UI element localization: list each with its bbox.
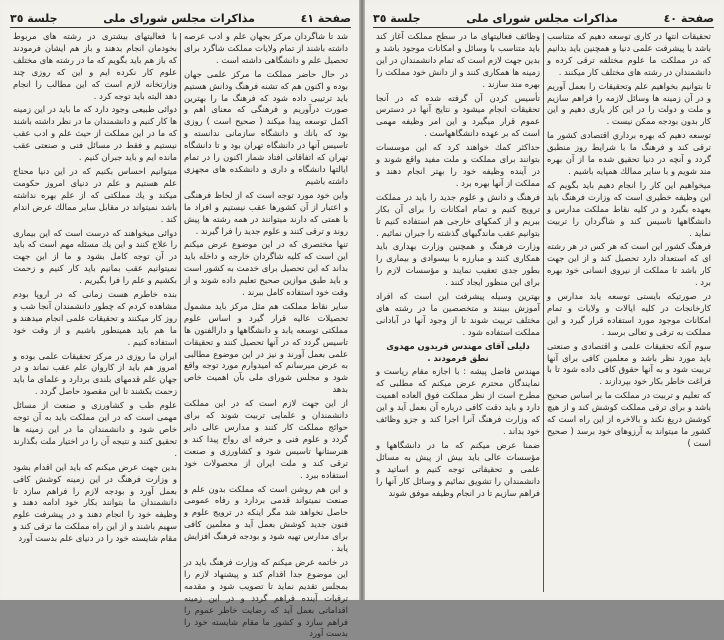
paragraph: شد تا شاگردان مركز بجهان علم و ادب عرصه داشته باشند از تمام ولايات مملكت شاگرد براى تحصيل علم و دانشگاهى داشته است .: [184, 31, 348, 65]
speaker-paragraph: مهندس فاضل پيشه : با اجازه مقام رياست و نمايندگان محترم عرض ميكنم كه مطلبى كه مطرح است از نظر مملكت فوق العاده اهميت دارد و بايد دقت كافى درباره آن بعمل آيد و اين كه وزارت فرهنگ آنرا اجرا كند و جزو وظائف خود بداند .: [376, 366, 540, 436]
paragraph: دوائى طبيعى وجود دارد كه ما بايد در اين زمينه ها كار كنيم و دانشمندان ما در نظر داشته باشند كه ما در اين مملكت از حيث علم و ادب عقب نيستيم و فقط در مسائل فنى و صنعتى عقب مانده ايم و بايد جبران كنيم .: [13, 104, 177, 163]
text-column-right: [544, 31, 714, 594]
paragraph: علوم طب و كشاورزى و صنعت از مسائل مهمى است كه در اين مملكت بايد به آن توجه خاص شود و دانشمندان ما در اين زمينه ها تحقيق كنند و نتيجه آن را در اختيار ملت بگذارند .: [13, 400, 177, 458]
paragraph: در حال حاضر مملكت ما مركز علمى جهان بوده و اكنون هم كه تشنه فرهنگ ودانش هستيم بايد ترتيبى داده شود كه فرهنگ ما را بهترين صورت درآوريم و فرهنگى كه معناى اهم و اكمل توسعه پيدا ميكند ( صحيح است ) روزى بود كه بانك و دانشگاه سازمانى ندانسته و تاسيس آنها در دانشگاه تهران بود و تا دانشگاه تهران كه اتفاقاتى افتاد شمار اكنون را در تمام ايالتها دانشگاه و دارى و دانشكده هاى مجهزى داشته باشيم: [184, 68, 348, 186]
paragraph: بنده خاطرم هست زمانى كه در اروپا بودم مشاهده كردم كه چطور دانشمندان آنجا شب و روز كار ميكنند و تحقيقات علمى انجام ميدهند و ما هم بايد همينطور باشيم و از وقت خود استفاده كنيم .: [13, 289, 177, 347]
paragraph: توسعه دهيم كه بهره برداري اقتصادى كشور ما ترقى كند و فرهنگ ما با شرايط روز منطبق گردد و آنچه در دنيا تحقيق شده ما از آن بهره مند شويم و با ساير ممالك همپايه باشيم .: [547, 130, 711, 176]
paragraph: وزارت فرهنگ و همچنين وزارت بهدارى بايد همكارى كنند و مبارزه با بيسوادى و بيمارى را بطور جدى تعقيب نمايند و مؤسسات لازم را براى اين منظور ايجاد كنند .: [376, 241, 540, 288]
page-number: صفحة ٤٠: [663, 11, 714, 25]
paragraph: بدين جهت عرض ميكنم كه بايد اين اقدام بشود و وزارت فرهنگ در اين زمينه كوشش كافى بعمل آورد و بودجه لازم را فراهم سازد تا دانشمندان ما بتوانند بكار خود ادامه دهند و وظيفه خود را انجام دهند و در پيشرفت علوم سهيم باشند و از اين راه مملكت ما ترقى كند و مقام شايسته خود را در دنياى علم بدست آورد: [13, 461, 177, 544]
paragraph: تحقيقات انتها در كارى توسعه دهيم كه متناسب باشد با پيشرفت علمى دنيا و همچنين بايد بدانيم كه در مملكت ما علوم مختلفه ترقى كرده و دانشمندان در رشته هاى مختلف كار ميكنند .: [547, 31, 711, 77]
session-number: جلسة ٣٥: [10, 11, 58, 25]
publication-title: مذاكرات مجلس شوراى ملى: [103, 11, 255, 25]
paragraph: ساير نقاط مملكت هم مثل مركز بايد مشمول تحصيلات عاليه قرار گيرد و اساس علوم مملكتى توسعه يابد و دانشگاهها و دارالفنون ها تاسيس گردد كه در آنها تحصيل كنند و تحقيقات علمى بعمل آورند و نيز در اين موضوع مطالبى به عرض ميرسانم كه اميدوارم مورد توجه واقع شود و مجلس شوراى ملى بآن اهميت خاص بدهد: [184, 300, 348, 395]
paragraph: و اين هم روشن است كه مملكت بدون علم و صنعت نميتواند قدمى بردارد و رفاه عمومى حاصل نخواهد شد مگر اينكه در ترويج علوم و فنون جديد كوشش بعمل آيد و معلمين كافى براى مدارس تهيه شود و بودجه فرهنگ افزايش يابد .: [184, 483, 348, 554]
page-header: [10, 10, 351, 26]
paragraph: در خاتمه عرض ميكنم كه وزارت فرهنگ بايد در اين موضوع جدا اقدام كند و پيشنهاد لازم را بمجلس تقديم نمايد تا تصويب شود و مقدمه ترقيات آينده فراهم گردد و در اين زمينه اقداماتى بعمل آيد كه رضايت خاطر عموم را فراهم سازد و كشور ما مقام شايسته خود را بدست آورد: [184, 556, 348, 639]
paragraph: در صورتيكه بايستى توسعه يابد مدارس و كارخانجات در كليه ايالات و ولايات و تمام امكانات موجود مورد استفاده قرار گيرد و اين مملكت به ترقى و تعالى برسد .: [547, 291, 711, 337]
paragraph: حداكثر كمك خواهند كرد كه اين موسسات بتوانند براى مملكت و ملت مفيد واقع شوند و در آينده وظيفه خود را بهتر انجام دهند و مملكت از آنها بهره برد .: [376, 142, 540, 188]
page-number: صفحة ٤١: [300, 11, 351, 25]
text-columns: [373, 31, 714, 594]
paragraph: وظائف فعاليتهاى ما در سطح مملكت آغاز كند بايد متناسب با وسائل و امكانات موجود باشد و بدين جهت لازم است كه تمام دانشمندان در اين زمينه ها همكارى كنند و از دانش خود مملكت را بهره مند سازند .: [376, 31, 540, 89]
paragraph: ميخواهيم اين كار را انجام دهيم بايد بگويم كه اين وظيفه خطيرى است كه وزارت فرهنگ بايد بعهده بگيرد و در كليه نقاط مملكت مدارس و دانشگاهها تاسيس كند و شاگردان را تربيت نمايد .: [547, 179, 711, 238]
paragraph: ميتوانيم احساس بكنيم كه در اين دنيا محتاج علم هستيم و علم در دنياى امروز حكومت ميكند و يك مملكتى كه از علم بهره نداشته باشد نميتواند در مقابل ساير ممالك عرض اندام كند .: [13, 165, 177, 224]
column-divider: [180, 33, 181, 592]
text-columns: [10, 31, 351, 639]
paragraph: بهترين وسيله پيشرفت اين است كه افراد آموزش ببينند و متخصصين ما در رشته هاى مختلف تربيت شوند تا از وجود آنها در آبادانى مملكت استفاده شود .: [376, 291, 540, 337]
paragraph: با فعاليتهاى بيشترى در رشته هاى مربوط بخودمان انجام بدهند و باز هم ايشان فرمودند كه باز هم بايد بگويم كه ما در رشته هاى مختلف علوم كار نكرده ايم و اين كه روزى چند وزارتخانه لازم است كه اين مطالب را انجام دهد البته بايد توجه كرد .: [13, 31, 177, 101]
paragraph: تنها مختصرى كه در اين موضوع عرض ميكنم اين است كه كليه شاگردان خارجه و داخله بايد بداند كه اين تحصيل براى خدمت به كشور است و بايد طبق موازين صحيح تعليم داده شوند و از وقت خود استفاده كامل ببرند .: [184, 239, 348, 298]
paragraph: ايران ما روزى در مركز تحقيقات علمى بوده و امروز هم بايد از كاروان علم عقب نماند و در جهان علم قدمهاى بلندى بردارد و علماى ما بايد زحمت بكشند تا اين مقصود حاصل گردد .: [13, 350, 177, 397]
text-column-left: [10, 31, 180, 594]
header-rule: [373, 27, 714, 28]
paragraph: دوائى ميخواهند كه درست است كه اين بيمارى را علاج كنند و اين يك مسئله مهم است كه بايد در آن توجه كامل بشود و ما از اين جهت نميتوانيم عقب بمانيم بايد كار كنيم و زحمت بكشيم و علم را فرا بگيريم .: [13, 227, 177, 286]
page-header: [373, 10, 714, 26]
publication-title: مذاكرات مجلس شوراى ملى: [466, 11, 618, 25]
section-subheading: دليلى آقاى مهندس فريدون مهدوى نطق فرمودند .: [386, 340, 530, 363]
text-column-left: [373, 31, 543, 594]
text-column-right: [181, 31, 351, 639]
session-number: جلسة ٣٥: [373, 11, 421, 25]
paragraph: تا بتوانيم بخواهيم علم وتحقيقات را بعمل آوريم و در آن زمينه ها وسائل لازمه را فراهم سازيم و ملت و دولت را در اين كار يارى دهيم و اين كار بدون بودجه ممكن نيست .: [547, 80, 711, 127]
column-divider: [543, 33, 544, 592]
paragraph: فرهنگ و دانش و علوم جديد را بايد در مملكت ترويج كنيم و تمام امكانات را براى آن بكار ببريم و از كمكهاى خارجى هم استفاده كنيم تا بتوانيم عقب ماندگيهاى گذشته را جبران نمائيم .: [376, 191, 540, 238]
paragraph: كه تعليم و تربيت در مملكت ما بر اساس صحيح باشد و براى ترقى مملكت كوشش كند و از هيچ كوشش دريغ نكند و بالاخره از اين راه است كه كشور ما ميتواند به آرزوهاى خود برسد ( صحيح است ): [547, 390, 711, 448]
page-41: [2, 4, 359, 639]
paragraph: فرهنگ كشور اين است كه هر كس در هر رشته اى كه استعداد دارد تحصيل كند و از اين جهت كار باشد تا مملكت از نيروى انسانى خود بهره برد .: [547, 241, 711, 288]
paragraph: تأسيس كردن آن گرفته شده كه در آنجا تحقيقات انجام ميشود و نتايج آنها در دسترس عموم قرار ميگيرد و اين امر وظيفه مهمى است كه بر عهده دانشگاههاست .: [376, 92, 540, 139]
paragraph: ضمنا عرض ميكنم كه ما در دانشگاهها و مؤسسات عالى بايد بيش از پيش به مسائل علمى و تحقيقاتى توجه كنيم و اساتيد و دانشمندان را تشويق نمائيم و وسائل كار آنها را فراهم سازيم تا در انجام وظيفه موفق شوند: [376, 439, 540, 498]
paragraph: واين خود مورد توجه است كه از لحاظ فرهنگى و اعتبار از آن كشورها عقب نيستيم و افراد ما با همتى كه دارند ميتوانند در همه رشته ها پيش روند و ترقى كنند و علوم جديد را فرا گيرند .: [184, 189, 348, 236]
paragraph: از اين جهت لازم است كه در اين مملكت دانشمندان و علمايى تربيت شوند كه براى حوائج مملكت كار كنند و مدارس عالى داير گردد و علوم فنى و حرفه اى رواج پيدا كند و هنرستانها تاسيس شود و كشاورزى و صنعت ترقى كند و ملت ايران از محصولات خود استفاده ببرد .: [184, 398, 348, 480]
header-rule: [10, 27, 351, 28]
paragraph: سوم آنكه تحقيقات علمى و اقتصادى و صنعتى بايد مورد نظر باشد و معلمين كافى براى آنها تربيت شود و به آنها حقوق كافى داده شود تا با فراغت خاطر بكار خود بپردازند .: [547, 340, 711, 387]
page-40: [365, 4, 722, 598]
